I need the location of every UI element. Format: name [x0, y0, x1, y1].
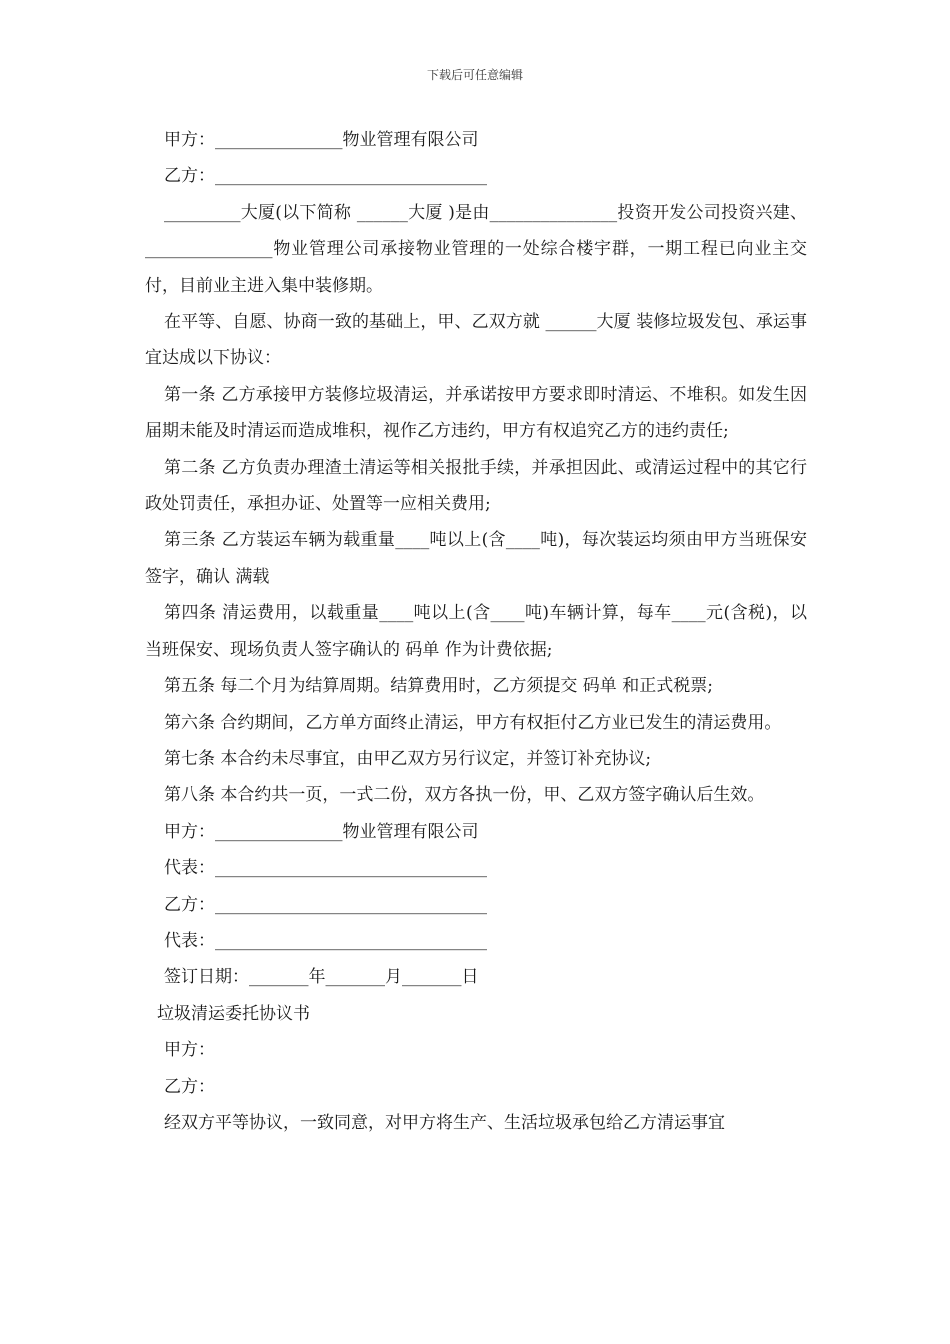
article-6: 第六条 合约期间，乙方单方面终止清运，甲方有权拒付乙方业已发生的清运费用。 — [164, 712, 782, 733]
second-intro: 经双方平等协议，一致同意，对甲方将生产、生活垃圾承包给乙方清运事宜 — [164, 1112, 725, 1133]
second-party-b: 乙方： — [164, 1076, 215, 1097]
article-2: 第二条 乙方负责办理渣土清运等相关报批手续，并承担因此、或清运过程中的其它行政处罚责任，承担办证、处置等一应相关费用; — [145, 457, 807, 515]
second-contract-title: 垃圾清运委托协议书 — [157, 1003, 310, 1024]
sign-party-b: 乙方：________________________________ — [164, 894, 487, 915]
article-5: 第五条 每二个月为结算周期。结算费用时，乙方须提交 码单 和正式税票; — [164, 676, 713, 697]
sign-party-a: 甲方：_______________物业管理有限公司 — [164, 821, 479, 842]
sign-date: 签订日期：_______年_______月_______日 — [164, 967, 479, 988]
agreement-paragraph: 在平等、自愿、协商一致的基础上，甲、乙双方就 ______大厦 装修垃圾发包、承运事宜达成以下协议： — [145, 312, 807, 369]
sign-representative-b: 代表：________________________________ — [164, 930, 487, 951]
intro-paragraph: _________大厦(以下简称 ______大厦 )是由_______________投资开发公司投资兴建、_______________物业管理公司承接物业管理的一处综合楼宇群，一期工程已向业主交付，目前业主进入集中装修期。 — [145, 202, 807, 296]
document-body — [145, 122, 807, 1141]
party-a-line: 甲方：_______________物业管理有限公司 — [164, 130, 479, 150]
article-7: 第七条 本合约未尽事宜，由甲乙双方另行议定，并签订补充协议; — [164, 748, 652, 769]
article-4: 第四条 清运费用，以载重量____吨以上(含____吨)车辆计算，每车____元(含税)，以当班保安、现场负责人签字确认的 码单 作为计费依据; — [145, 603, 807, 660]
sign-representative-a: 代表：________________________________ — [164, 858, 487, 879]
party-b-line: 乙方：________________________________ — [164, 166, 487, 187]
second-party-a: 甲方： — [164, 1040, 215, 1061]
page-header-note: 下载后可任意编辑 — [426, 68, 523, 82]
article-3: 第三条 乙方装运车辆为载重量____吨以上(含____吨)，每次装运均须由甲方当班保安签字，确认 满载 — [145, 530, 807, 587]
article-8: 第八条 本合约共一页，一式二份，双方各执一份，甲、乙双方签字确认后生效。 — [164, 785, 765, 806]
article-1: 第一条 乙方承接甲方装修垃圾清运，并承诺按甲方要求即时清运、不堆积。如发生因届期未能及时清运而造成堆积，视作乙方违约，甲方有权追究乙方的违约责任; — [145, 384, 807, 442]
